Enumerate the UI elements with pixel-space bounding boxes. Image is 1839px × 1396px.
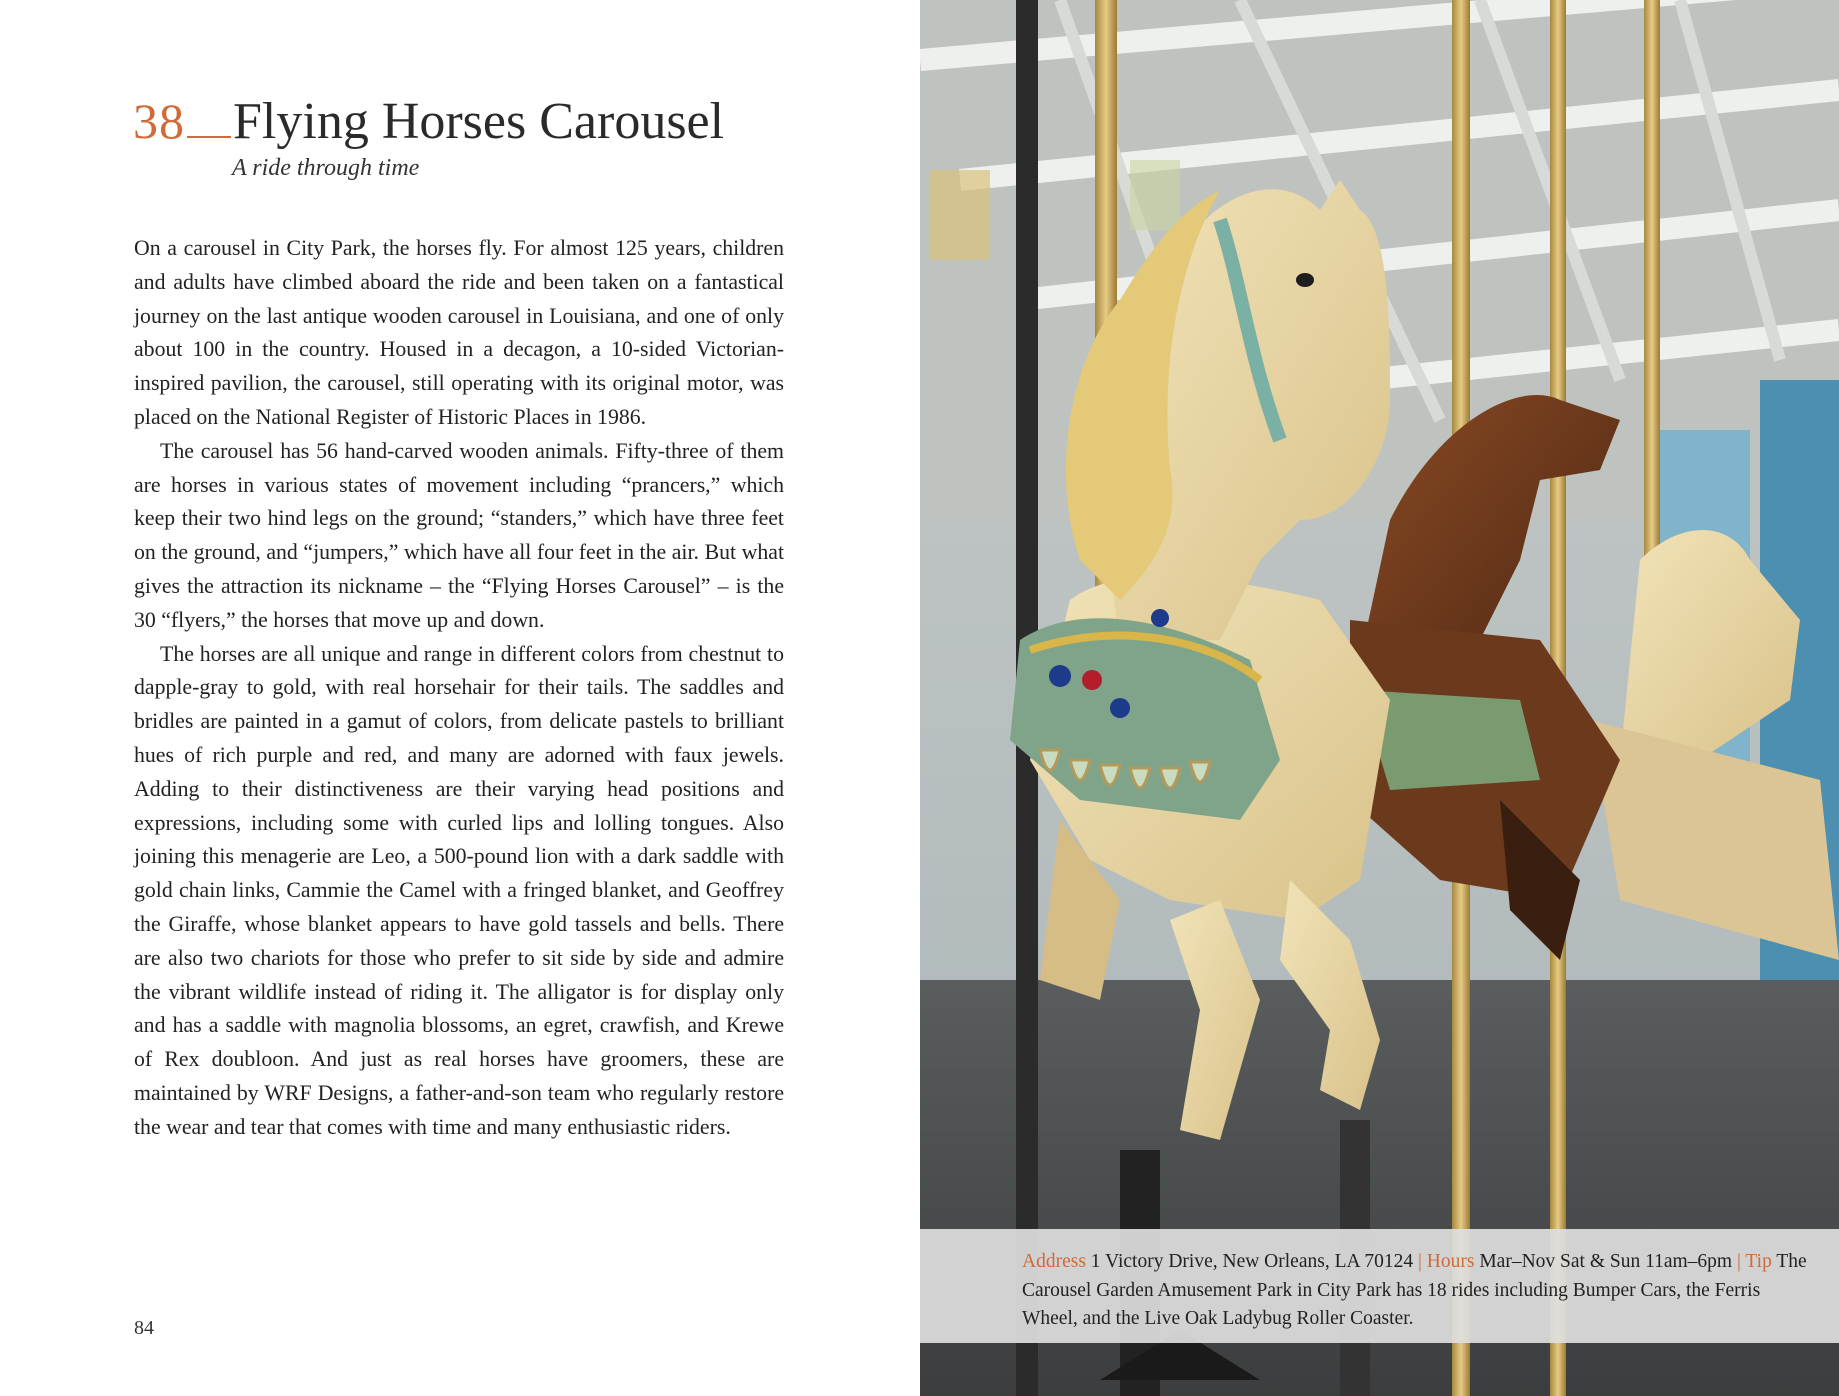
chapter-title: Flying Horses Carousel	[233, 93, 725, 150]
paragraph: The carousel has 56 hand-carved wooden animals. Fifty-three of them are horses in various states of movement including “prancers,” which keep their two hind legs on the ground; “standers,” which have three feet on the ground, and “jumpers,” which have all four feet in the air. But what gives the attraction its nickname – the “Flying Horses Carousel” – is the 30 “flyers,” the horses that move up and down.	[134, 438, 784, 632]
chapter-separator	[187, 136, 231, 138]
hours-value: Mar–Nov Sat & Sun 11am–6pm	[1479, 1251, 1733, 1272]
paragraph: On a carousel in City Park, the horses fly. For almost 125 years, children and adults have climbed aboard the ride and been taken on a fantastical journey on the last antique wooden carousel in Louisiana, and one of only about 100 in the country. Housed in a decagon, a 10-sided Victorian-inspired pavilion, the carousel, still operating with its original motor, was placed on the National Register of Historic Places in 1986.	[134, 236, 784, 429]
info-separator: |	[1418, 1251, 1422, 1272]
tip-value: The Carousel Garden Amusement Park in City Park has 18 rides including Bumper Cars, the Ferris Wheel, and the Live Oak Ladybug Roller Coaster.	[1022, 1251, 1807, 1329]
carousel-photo-illustration	[920, 0, 1839, 1396]
info-panel	[920, 1229, 1839, 1343]
page-number: 84	[134, 1317, 154, 1339]
hours-label: Hours	[1426, 1251, 1475, 1272]
paragraph: The horses are all unique and range in different colors from chestnut to dapple-gray to gold, with real horsehair for their tails. The saddles and bridles are painted in a gamut of colors, from delicate pastels to brilliant hues of rich purple and red, and many are adorned with faux jewels. Adding to their distinctiveness are their varying head positions and expressions, including some with curled lips and lolling tongues. Also joining this menagerie are Leo, a 500-pound lion with a dark saddle with gold chain links, Cammie the Camel with a fringed blanket, and Geoffrey the Giraffe, whose blanket appears to have gold tassels and bells. There are also two chariots for those who prefer to sit side by side and admire the vibrant wildlife instead of riding it. The alligator is for display only and has a saddle with magnolia blossoms, an egret, crawfish, and Krewe of Rex doubloon. And just as real horses have groomers, these are maintained by WRF Designs, a father-and-son team who regularly restore the wear and tear that comes with time and many enthusiastic riders.	[134, 641, 784, 1139]
tip-label: Tip	[1745, 1251, 1772, 1272]
carousel-photo	[920, 0, 1839, 1396]
address-value: 1 Victory Drive, New Orleans, LA 70124	[1090, 1251, 1414, 1272]
address-label: Address	[1022, 1251, 1086, 1272]
info-separator: |	[1736, 1251, 1741, 1272]
chapter-header	[133, 92, 724, 151]
chapter-subtitle: A ride through time	[232, 155, 420, 181]
chapter-number: 38	[133, 93, 185, 149]
body-text	[134, 232, 784, 1145]
